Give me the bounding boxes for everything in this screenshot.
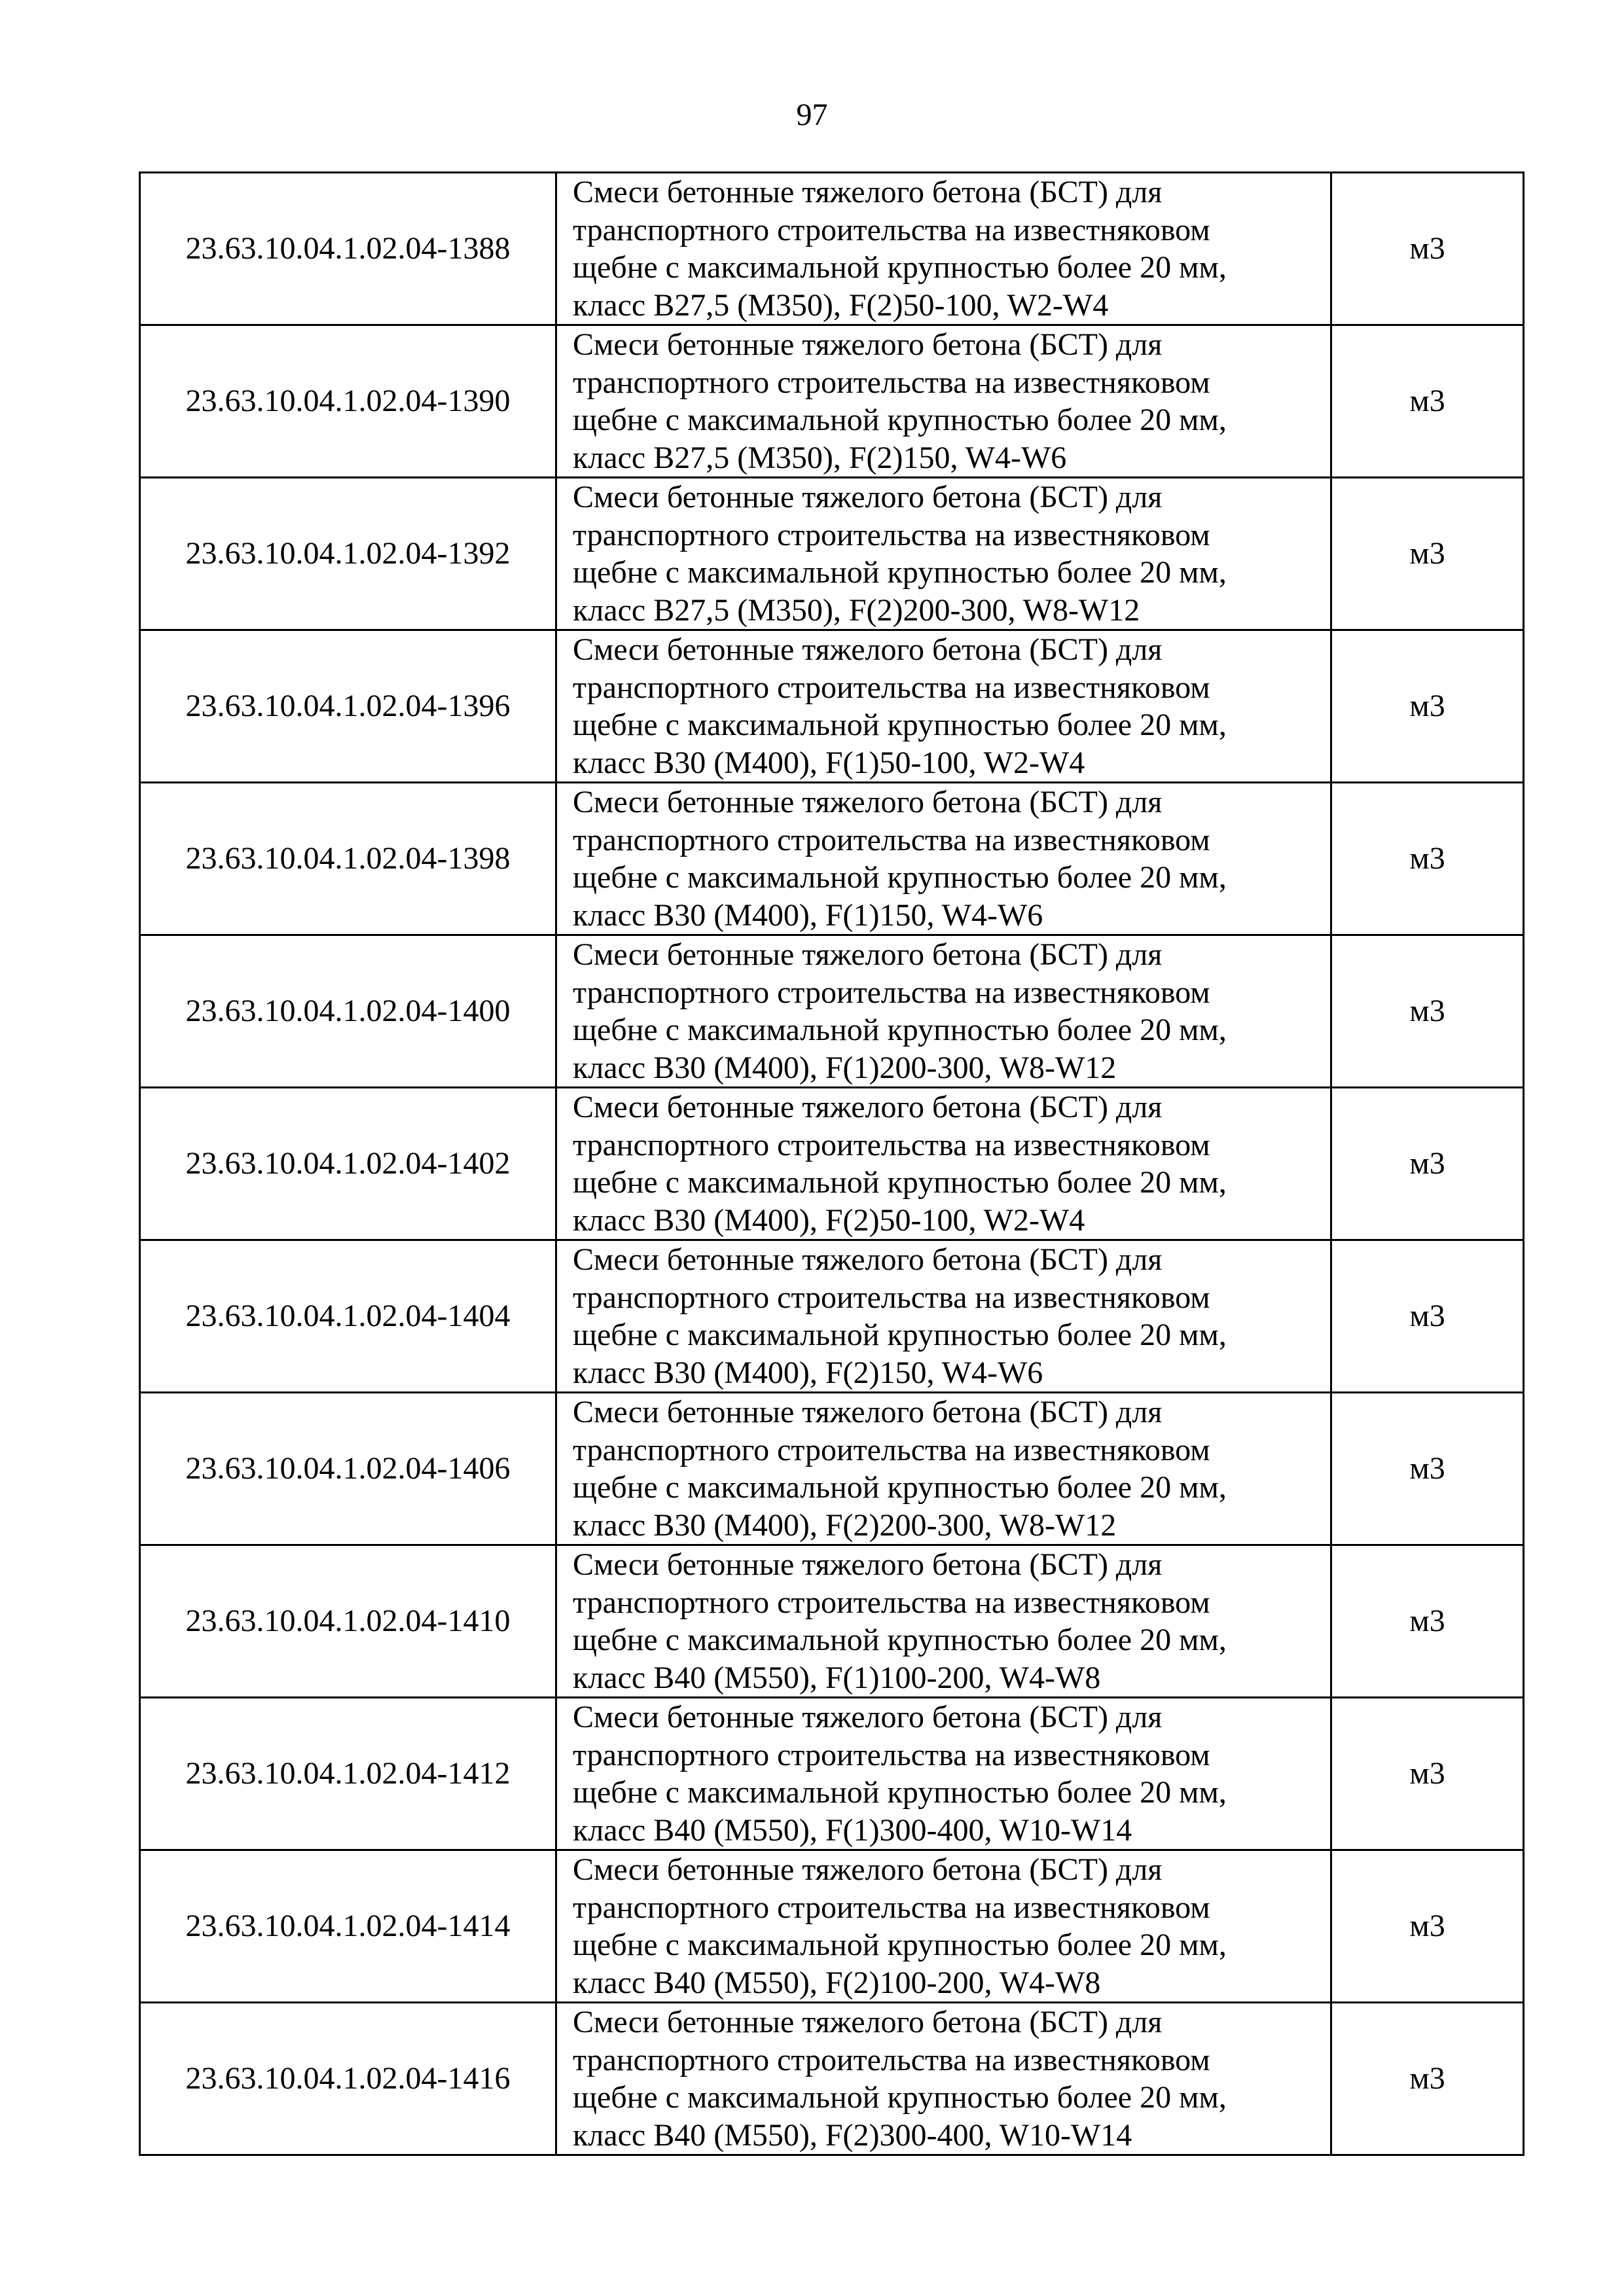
table-row — [140, 1240, 1524, 1393]
description-line: щебне с максимальной крупностью более 20 мм, — [573, 2080, 1227, 2115]
description-line: класс В30 (М400), F(1)200-300, W8-W12 — [573, 1050, 1117, 1085]
resource-description — [556, 630, 1331, 783]
resource-code: 23.63.10.04.1.02.04-1402 — [140, 1088, 556, 1240]
description-line: транспортного строительства на известняковом — [573, 1127, 1210, 1162]
resource-code: 23.63.10.04.1.02.04-1410 — [140, 1545, 556, 1698]
table-row — [140, 173, 1524, 325]
table-row — [140, 1698, 1524, 1850]
resource-description — [556, 478, 1331, 630]
description-line: транспортного строительства на известняковом — [573, 2042, 1210, 2077]
resource-description — [556, 1393, 1331, 1545]
resource-description — [556, 173, 1331, 325]
table-row — [140, 2003, 1524, 2155]
description-line: Смеси бетонные тяжелого бетона (БСТ) для — [573, 785, 1163, 819]
resource-description — [556, 1088, 1331, 1240]
resource-code: 23.63.10.04.1.02.04-1406 — [140, 1393, 556, 1545]
description-line: транспортного строительства на известняковом — [573, 1737, 1210, 1772]
unit-of-measure: м3 — [1331, 1850, 1524, 2003]
description-line: класс В30 (М400), F(2)200-300, W8-W12 — [573, 1507, 1117, 1543]
description-line: транспортного строительства на известняковом — [573, 1890, 1210, 1925]
description-line: класс В40 (М550), F(2)300-400, W10-W14 — [573, 2117, 1132, 2153]
description-line: щебне с максимальной крупностью более 20 мм, — [573, 1470, 1227, 1505]
description-line: класс В30 (М400), F(2)50-100, W2-W4 — [573, 1202, 1085, 1238]
resource-description — [556, 935, 1331, 1088]
description-line: щебне с максимальной крупностью более 20 мм, — [573, 1623, 1227, 1657]
unit-of-measure: м3 — [1331, 1240, 1524, 1393]
description-line: Смеси бетонные тяжелого бетона (БСТ) для — [573, 1242, 1163, 1277]
description-line: класс В27,5 (М350), F(2)50-100, W2-W4 — [573, 287, 1109, 323]
description-line: щебне с максимальной крупностью более 20 мм, — [573, 1165, 1227, 1200]
unit-of-measure: м3 — [1331, 783, 1524, 935]
resource-code: 23.63.10.04.1.02.04-1388 — [140, 173, 556, 325]
description-line: щебне с максимальной крупностью более 20 мм, — [573, 250, 1227, 285]
description-line: класс В27,5 (М350), F(2)150, W4-W6 — [573, 440, 1067, 475]
description-line: Смеси бетонные тяжелого бетона (БСТ) для — [573, 175, 1163, 209]
resource-description — [556, 2003, 1331, 2155]
description-line: Смеси бетонные тяжелого бетона (БСТ) для — [573, 1090, 1163, 1124]
description-line: щебне с максимальной крупностью более 20 мм, — [573, 403, 1227, 437]
table-row — [140, 1850, 1524, 2003]
description-line: транспортного строительства на известняковом — [573, 1280, 1210, 1315]
table-body — [140, 173, 1524, 2155]
table-row — [140, 325, 1524, 478]
description-line: класс В40 (М550), F(1)300-400, W10-W14 — [573, 1812, 1132, 1848]
description-line: транспортного строительства на известняковом — [573, 1585, 1210, 1620]
description-line: класс В30 (М400), F(2)150, W4-W6 — [573, 1355, 1043, 1390]
description-line: транспортного строительства на известняковом — [573, 975, 1210, 1010]
unit-of-measure: м3 — [1331, 325, 1524, 478]
unit-of-measure: м3 — [1331, 1698, 1524, 1850]
materials-table — [139, 171, 1525, 2156]
description-line: Смеси бетонные тяжелого бетона (БСТ) для — [573, 2005, 1163, 2039]
description-line: Смеси бетонные тяжелого бетона (БСТ) для — [573, 632, 1163, 667]
unit-of-measure: м3 — [1331, 173, 1524, 325]
description-line: класс В30 (М400), F(1)50-100, W2-W4 — [573, 745, 1085, 780]
page-number: 97 — [796, 98, 828, 132]
description-line: щебне с максимальной крупностью более 20 мм, — [573, 555, 1227, 590]
resource-code: 23.63.10.04.1.02.04-1404 — [140, 1240, 556, 1393]
description-line: класс В30 (М400), F(1)150, W4-W6 — [573, 897, 1043, 933]
description-line: Смеси бетонные тяжелого бетона (БСТ) для — [573, 1852, 1163, 1887]
resource-code: 23.63.10.04.1.02.04-1398 — [140, 783, 556, 935]
table-row — [140, 1393, 1524, 1545]
table-row — [140, 783, 1524, 935]
table-row — [140, 1088, 1524, 1240]
description-line: щебне с максимальной крупностью более 20 мм, — [573, 1013, 1227, 1047]
description-line: Смеси бетонные тяжелого бетона (БСТ) для — [573, 1395, 1163, 1429]
description-line: транспортного строительства на известняковом — [573, 822, 1210, 857]
table-row — [140, 478, 1524, 630]
unit-of-measure: м3 — [1331, 1393, 1524, 1545]
unit-of-measure: м3 — [1331, 630, 1524, 783]
description-line: Смеси бетонные тяжелого бетона (БСТ) для — [573, 937, 1163, 972]
description-line: Смеси бетонные тяжелого бетона (БСТ) для — [573, 1547, 1163, 1582]
resource-description — [556, 1850, 1331, 2003]
description-line: Смеси бетонные тяжелого бетона (БСТ) для — [573, 327, 1163, 362]
description-line: класс В27,5 (М350), F(2)200-300, W8-W12 — [573, 592, 1140, 628]
table-row — [140, 630, 1524, 783]
description-line: Смеси бетонные тяжелого бетона (БСТ) для — [573, 1700, 1163, 1734]
table-row — [140, 935, 1524, 1088]
description-line: класс В40 (М550), F(2)100-200, W4-W8 — [573, 1965, 1101, 2000]
description-line: транспортного строительства на известняковом — [573, 670, 1210, 705]
resource-code: 23.63.10.04.1.02.04-1414 — [140, 1850, 556, 2003]
unit-of-measure: м3 — [1331, 1545, 1524, 1698]
description-line: транспортного строительства на известняковом — [573, 212, 1210, 247]
description-line: транспортного строительства на известняковом — [573, 1432, 1210, 1467]
resource-code: 23.63.10.04.1.02.04-1390 — [140, 325, 556, 478]
description-line: щебне с максимальной крупностью более 20 мм, — [573, 708, 1227, 742]
unit-of-measure: м3 — [1331, 935, 1524, 1088]
description-line: Смеси бетонные тяжелого бетона (БСТ) для — [573, 480, 1163, 514]
resource-code: 23.63.10.04.1.02.04-1416 — [140, 2003, 556, 2155]
description-line: транспортного строительства на известняковом — [573, 365, 1210, 400]
unit-of-measure: м3 — [1331, 2003, 1524, 2155]
description-line: щебне с максимальной крупностью более 20 мм, — [573, 1928, 1227, 1962]
resource-code: 23.63.10.04.1.02.04-1392 — [140, 478, 556, 630]
resource-description — [556, 325, 1331, 478]
description-line: класс В40 (М550), F(1)100-200, W4-W8 — [573, 1660, 1101, 1695]
resource-code: 23.63.10.04.1.02.04-1400 — [140, 935, 556, 1088]
unit-of-measure: м3 — [1331, 1088, 1524, 1240]
resource-description — [556, 1698, 1331, 1850]
unit-of-measure: м3 — [1331, 478, 1524, 630]
resource-description — [556, 1545, 1331, 1698]
resource-description — [556, 783, 1331, 935]
resource-code: 23.63.10.04.1.02.04-1412 — [140, 1698, 556, 1850]
description-line: щебне с максимальной крупностью более 20 мм, — [573, 1318, 1227, 1352]
description-line: щебне с максимальной крупностью более 20 мм, — [573, 1775, 1227, 1810]
resource-description — [556, 1240, 1331, 1393]
description-line: щебне с максимальной крупностью более 20 мм, — [573, 860, 1227, 895]
description-line: транспортного строительства на известняковом — [573, 517, 1210, 552]
resource-code: 23.63.10.04.1.02.04-1396 — [140, 630, 556, 783]
table-row — [140, 1545, 1524, 1698]
